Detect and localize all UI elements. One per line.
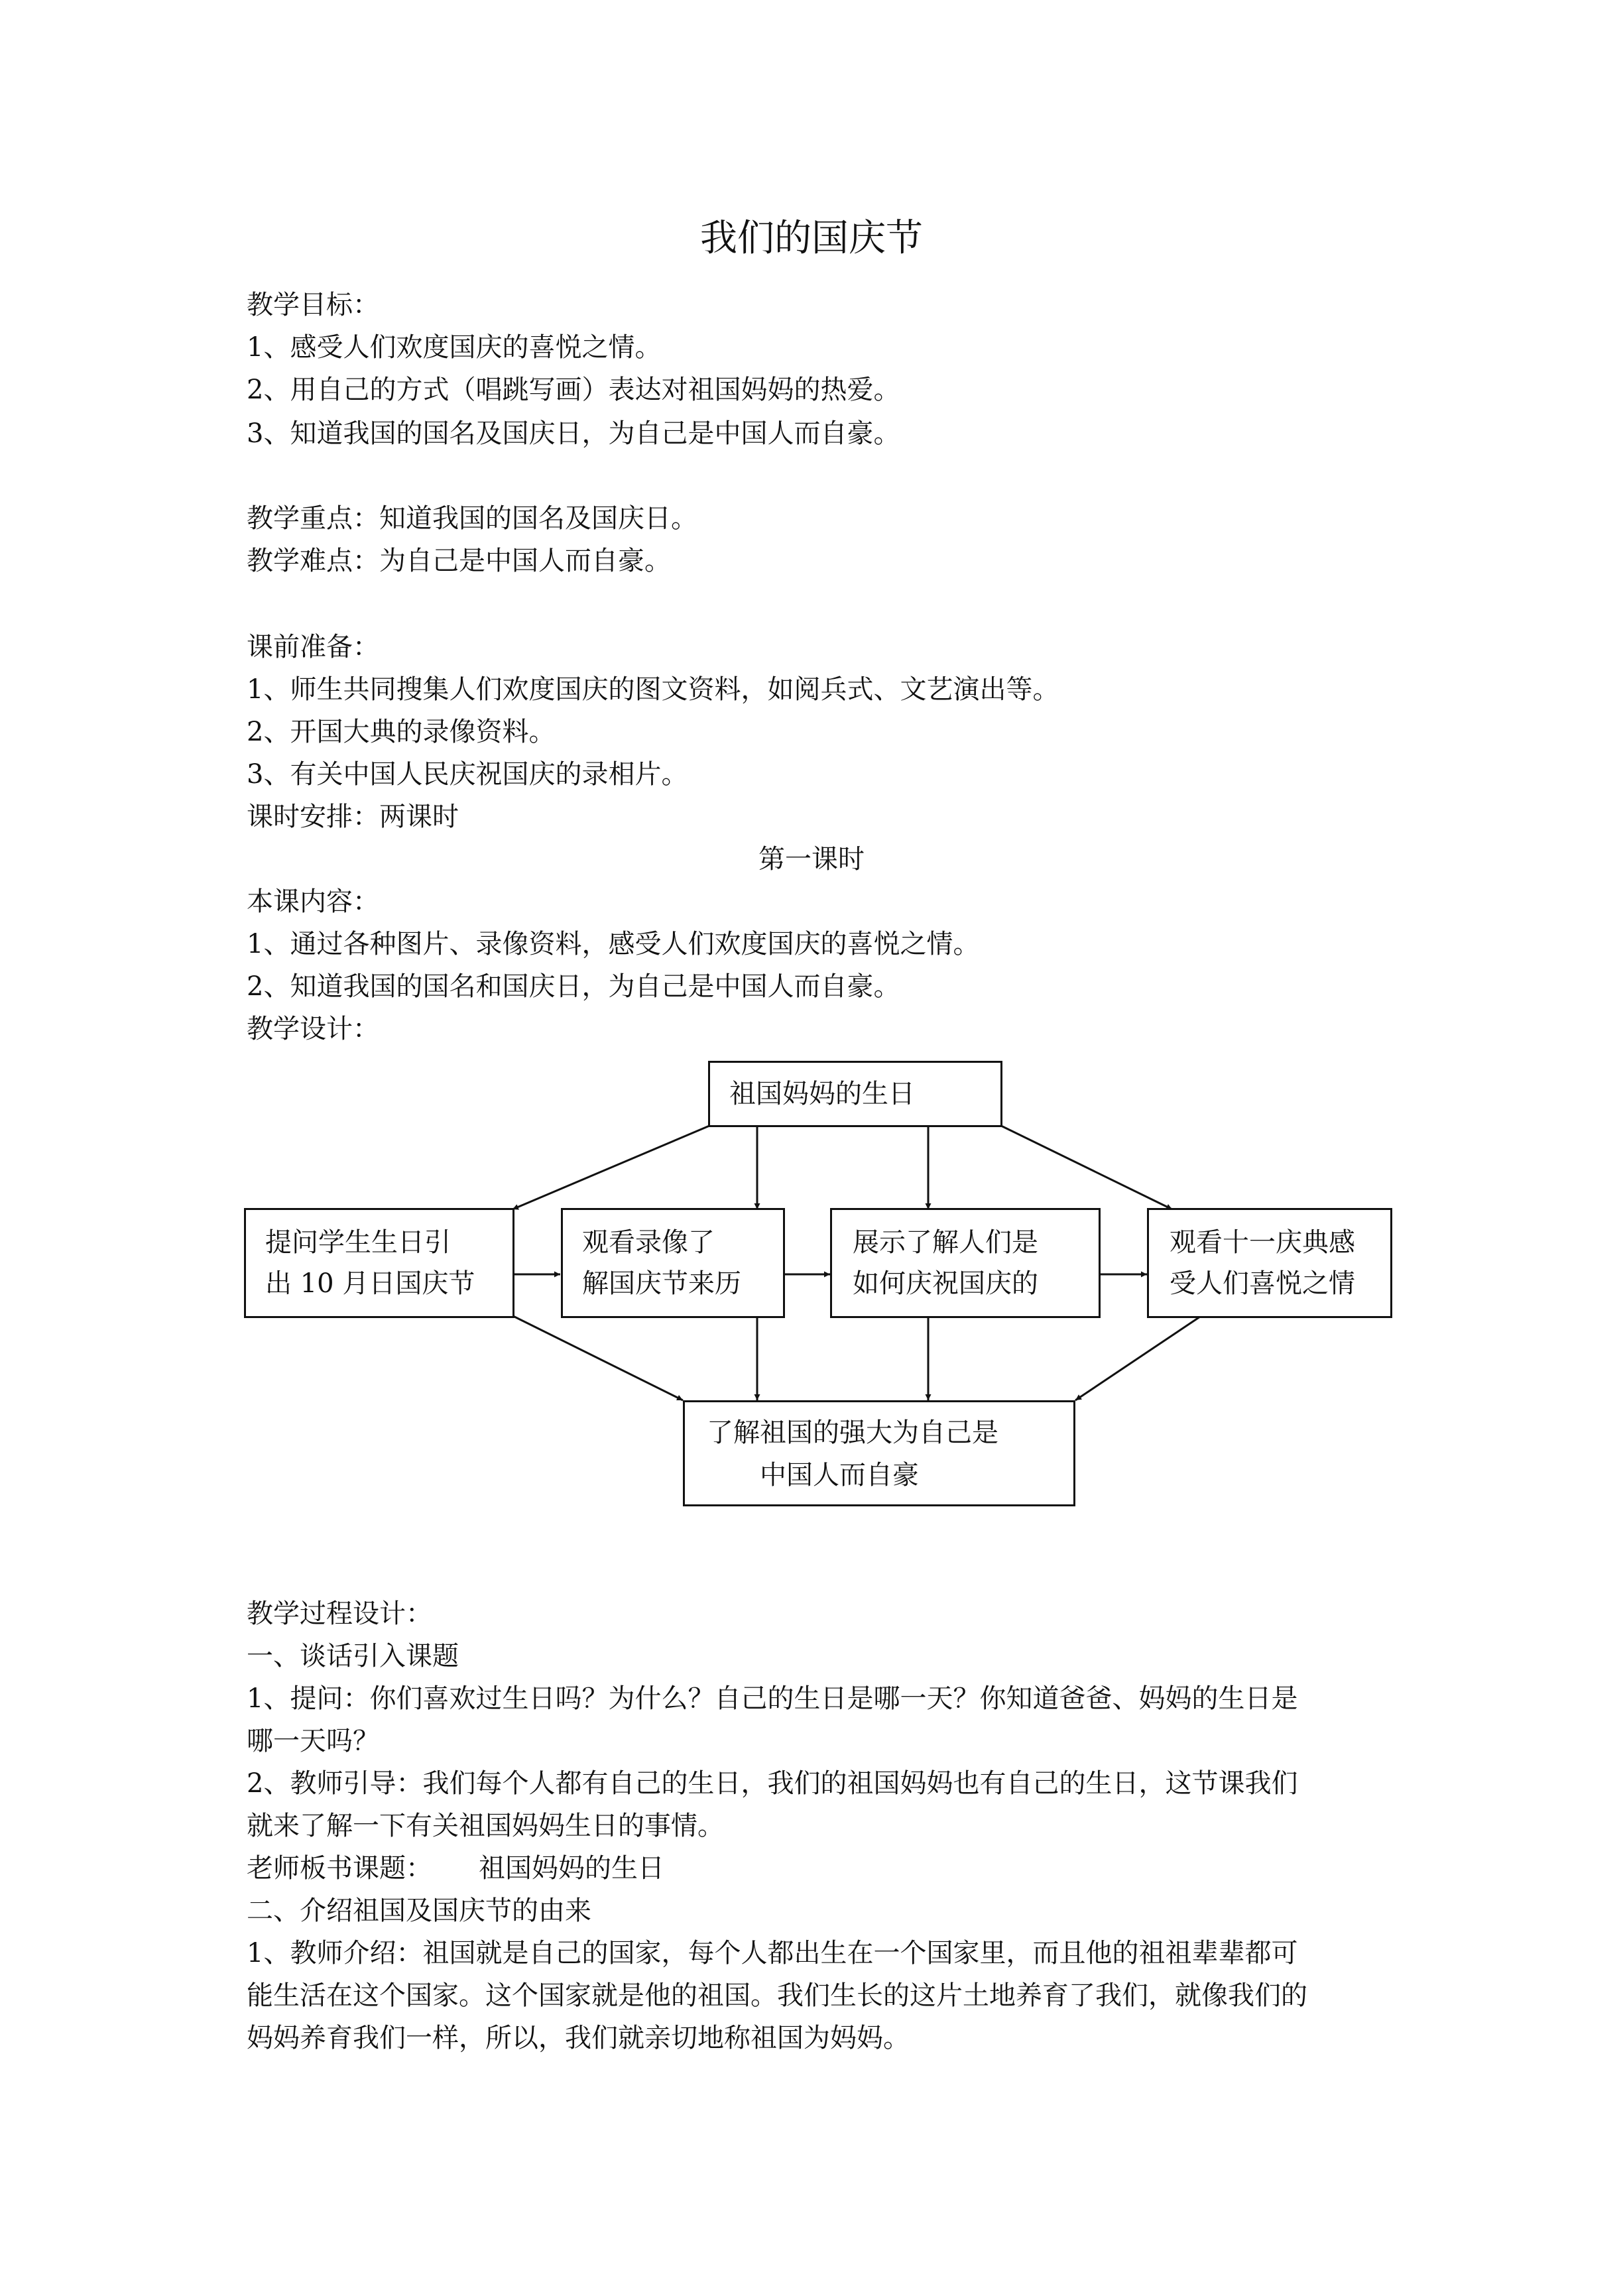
content-item-2: 2、知道我国的国名和国庆日，为自己是中国人而自豪。 [247, 971, 900, 1002]
goal-item-3: 3、知道我国的国名及国庆日，为自己是中国人而自豪。 [247, 418, 900, 449]
arrow-box1-to-bottom [513, 1316, 683, 1400]
preparation-item-1: 1、师生共同搜集人们欢度国庆的图文资料，如阅兵式、文艺演出等。 [247, 674, 1059, 705]
preparation-item-2: 2、开国大典的录像资料。 [247, 717, 556, 747]
board-writing-title: 祖国妈妈的生日 [479, 1853, 664, 1884]
goal-item-2: 2、用自己的方式（唱跳写画）表达对祖国妈妈的热爱。 [247, 375, 900, 405]
content-heading: 本课内容： [247, 886, 379, 917]
preparation-heading: 课前准备： [247, 632, 379, 662]
teaching-focus: 教学重点：知道我国的国名及国庆日。 [247, 503, 697, 534]
intro-line-1: 1、教师介绍：祖国就是自己的国家，每个人都出生在一个国家里，而且他的祖祖辈辈都可 [247, 1938, 1298, 1968]
board-writing [247, 1851, 664, 1886]
board-writing-label: 老师板书课题： [247, 1853, 432, 1884]
diagram-box-4-line-2: 受人们喜悦之情 [1170, 1268, 1355, 1299]
process-question-1-line-1: 1、提问：你们喜欢过生日吗？为什么？自己的生日是哪一天？你知道爸爸、妈妈的生日是 [247, 1683, 1298, 1714]
diagram-bottom-line-2: 中国人而自豪 [760, 1460, 919, 1490]
arrow-box4-to-bottom [1075, 1317, 1200, 1400]
diagram-box-2-line-2: 解国庆节来历 [582, 1268, 741, 1299]
teaching-difficulty: 教学难点：为自己是中国人而自豪。 [247, 546, 671, 576]
lesson-title: 第一课时 [758, 844, 865, 875]
goal-item-1: 1、感受人们欢度国庆的喜悦之情。 [247, 332, 662, 363]
design-heading: 教学设计： [247, 1014, 379, 1044]
class-schedule: 课时安排：两课时 [247, 802, 459, 832]
content-item-1: 1、通过各种图片、录像资料，感受人们欢度国庆的喜悦之情。 [247, 929, 980, 959]
process-question-2-line-1: 2、教师引导：我们每个人都有自己的生日，我们的祖国妈妈也有自己的生日，这节课我们 [247, 1768, 1298, 1799]
intro-line-2: 能生活在这个国家。这个国家就是他的祖国。我们生长的这片土地养育了我们，就像我们的 [247, 1980, 1307, 2011]
diagram-box-1-line-2: 出 10 月日国庆节 [265, 1268, 475, 1299]
process-section-1: 一、谈话引入课题 [247, 1641, 459, 1671]
process-question-2-line-2: 就来了解一下有关祖国妈妈生日的事情。 [247, 1811, 724, 1841]
diagram-box-4-line-1: 观看十一庆典感 [1170, 1227, 1355, 1258]
diagram-box-3-line-1: 展示了解人们是 [853, 1227, 1038, 1258]
diagram-box-1-line-1: 提问学生生日引 [265, 1227, 451, 1258]
arrow-top-to-box4 [1001, 1126, 1172, 1209]
diagram-box-2-line-1: 观看录像了 [582, 1227, 715, 1258]
process-section-2: 二、介绍祖国及国庆节的由来 [247, 1896, 591, 1926]
diagram-bottom-line-1: 了解祖国的强大为自己是 [707, 1418, 998, 1448]
document-title: 我们的国庆节 [700, 217, 923, 260]
process-heading: 教学过程设计： [247, 1599, 432, 1629]
intro-line-3: 妈妈养育我们一样，所以，我们就亲切地称祖国为妈妈。 [247, 2023, 910, 2053]
goals-heading: 教学目标： [247, 290, 379, 320]
diagram-box-3-line-2: 如何庆祝国庆的 [853, 1268, 1038, 1299]
preparation-item-3: 3、有关中国人民庆祝国庆的录相片。 [247, 759, 688, 790]
diagram-top-label: 祖国妈妈的生日 [729, 1079, 915, 1109]
arrow-top-to-box1 [512, 1126, 709, 1209]
process-question-1-line-2: 哪一天吗？ [247, 1726, 379, 1756]
